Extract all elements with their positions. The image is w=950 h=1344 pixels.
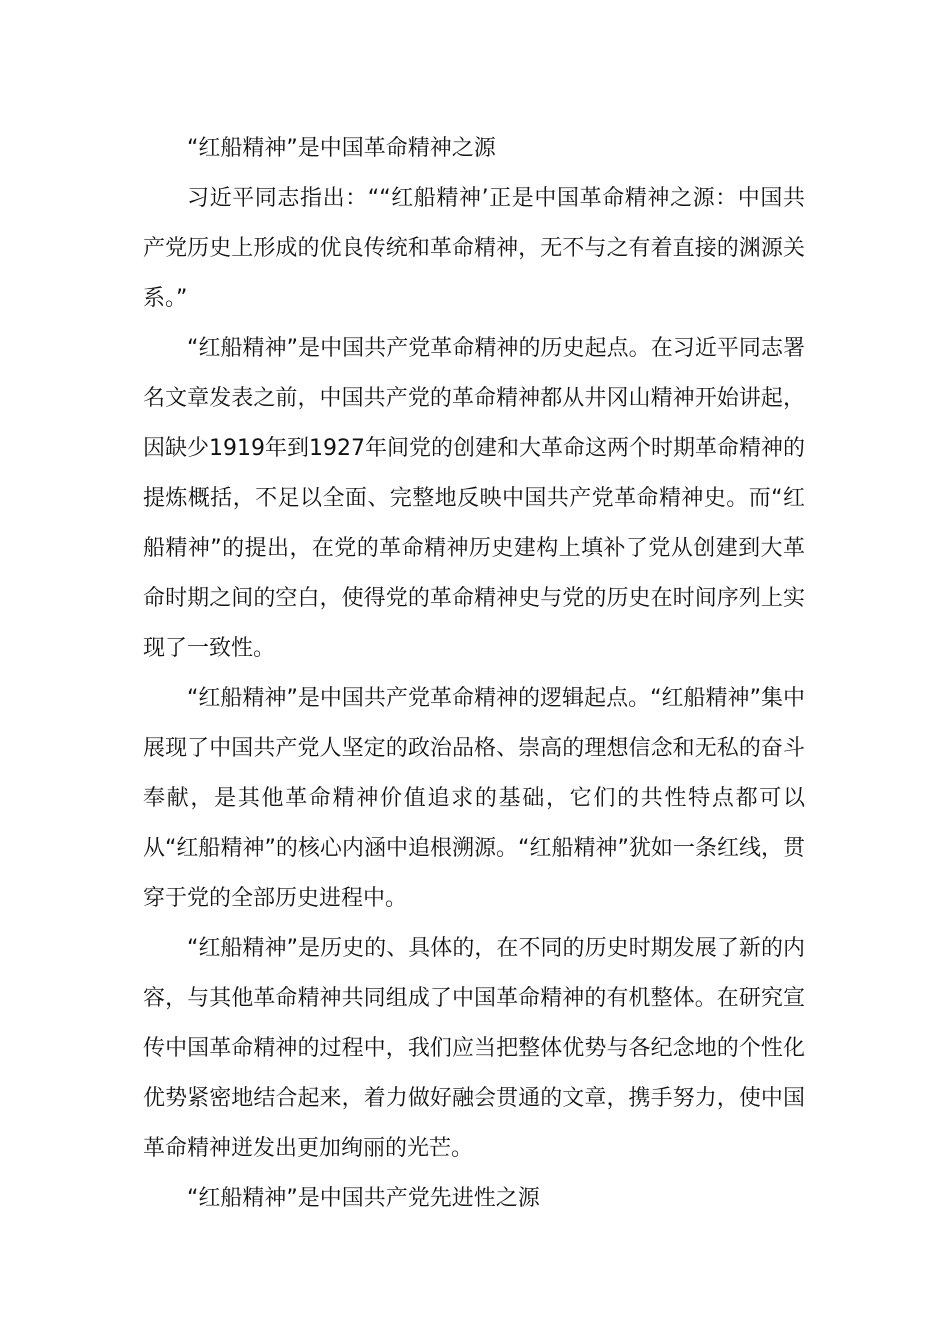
document-body xyxy=(143,124,805,1224)
body-paragraph: “红船精神”是历史的、具体的，在不同的历史时期发展了新的内容，与其他革命精神共同组成了中国革命精神的有机整体。在研究宣传中国革命精神的过程中，我们应当把整体优势与各纪念地的个性化优势紧密地结合起来，着力做好融会贯通的文章，携手努力，使中国革命精神迸发出更加绚丽的光芒。 xyxy=(143,936,805,1161)
quote-paragraph: 习近平同志指出：““红船精神’正是中国革命精神之源：中国共产党历史上形成的优良传统和革命精神，无不与之有着直接的渊源关系。” xyxy=(143,186,805,311)
body-paragraph: “红船精神”是中国共产党革命精神的逻辑起点。“红船精神”集中展现了中国共产党人坚定的政治品格、崇高的理想信念和无私的奋斗奉献，是其他革命精神价值追求的基础，它们的共性特点都可以从“红船精神”的核心内涵中追根溯源。“红船精神”犹如一条红线，贯穿于党的全部历史进程中。 xyxy=(143,686,805,911)
section-heading: “红船精神”是中国革命精神之源 xyxy=(187,136,496,161)
body-paragraph: “红船精神”是中国共产党革命精神的历史起点。在习近平同志署名文章发表之前，中国共产党的革命精神都从井冈山精神开始讲起，因缺少1919年到1927年间党的创建和大革命这两个时期革命精神的提炼概括，不足以全面、完整地反映中国共产党革命精神史。而“红船精神”的提出，在党的革命精神历史建构上填补了党从创建到大革命时期之间的空白，使得党的革命精神史与党的历史在时间序列上实现了一致性。 xyxy=(143,336,805,661)
section-heading: “红船精神”是中国共产党先进性之源 xyxy=(187,1186,540,1211)
